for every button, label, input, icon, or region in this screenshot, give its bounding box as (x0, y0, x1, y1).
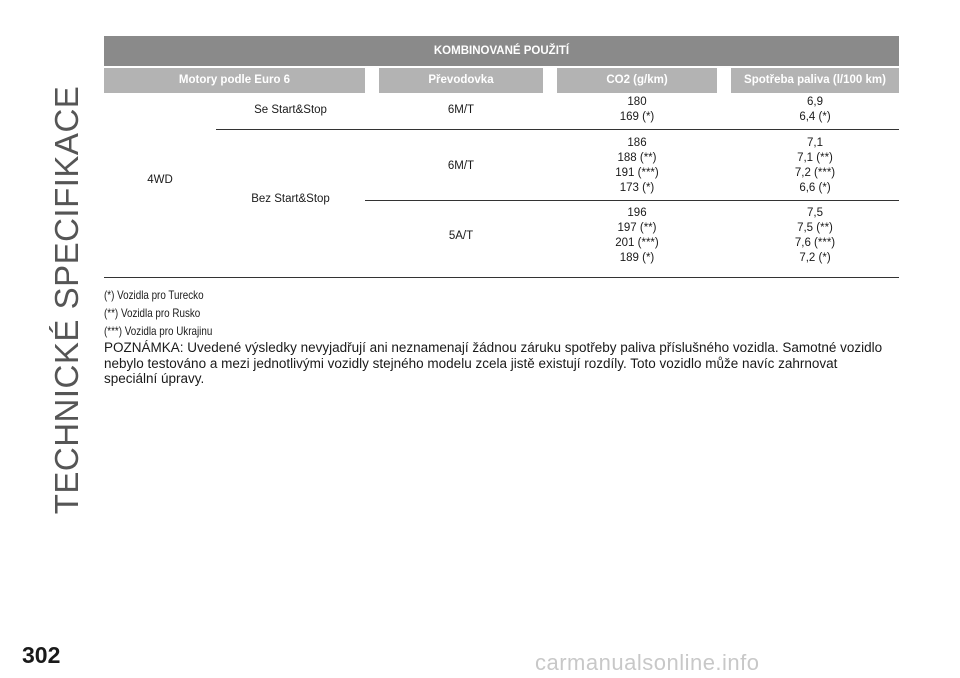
cell-version-start-stop: Se Start&Stop (254, 104, 327, 116)
co2-value: 173 (*) (619, 182, 655, 194)
fuel-value: 7,5 (807, 207, 823, 219)
cell-fuel-row3 (731, 206, 899, 266)
co2-value: 196 (627, 207, 647, 219)
cell-gearbox-row3: 5A/T (448, 230, 474, 242)
header-engines: Motory podle Euro 6 (104, 68, 365, 93)
fuel-value: 7,6 (***) (794, 237, 836, 249)
fuel-value: 7,2 (***) (794, 167, 836, 179)
fuel-value: 7,1 (807, 137, 823, 149)
co2-value: 191 (***) (615, 167, 659, 179)
co2-value: 201 (***) (615, 237, 659, 249)
fuel-consumption-table (104, 36, 899, 278)
cell-co2-row3 (557, 206, 717, 266)
co2-value: 189 (*) (619, 252, 655, 264)
cell-version-no-start-stop: Bez Start&Stop (251, 193, 330, 205)
footnote: (*) Vozidla pro Turecko (104, 288, 204, 302)
watermark: carmanualsonline.info (535, 650, 760, 675)
co2-value: 197 (**) (617, 222, 657, 234)
co2-value: 180 (627, 96, 647, 108)
co2-value: 186 (627, 137, 647, 149)
row-divider (365, 200, 899, 201)
fuel-value: 7,2 (*) (799, 252, 831, 264)
row-divider (216, 129, 899, 130)
header-gearbox: Převodovka (379, 68, 543, 93)
footnote: (**) Vozidla pro Rusko (104, 306, 201, 320)
cell-fuel-row1 (731, 95, 899, 125)
fuel-value: 7,1 (**) (797, 152, 833, 164)
cell-fuel-row2 (731, 136, 899, 196)
co2-value: 169 (*) (619, 111, 655, 123)
cell-co2-row2 (557, 136, 717, 196)
note-paragraph: POZNÁMKA: Uvedené výsledky nevyjadřují ani neznamenají žádnou záruku spotřeby paliva příslušného vozidla. Samotné vozidlo nebylo testováno a mezi jednotlivými vozidly stejného modelu zcela jistě existují rozdíly. Toto vozidlo může navíc zahrnovat speciální úpravy. (104, 340, 883, 386)
footnote: (***) Vozidla pro Ukrajinu (104, 324, 213, 338)
cell-gearbox-row2: 6M/T (447, 160, 475, 172)
co2-value: 188 (**) (617, 152, 657, 164)
cell-gearbox-row1: 6M/T (447, 104, 475, 116)
fuel-value: 6,9 (807, 96, 823, 108)
fuel-value: 7,5 (**) (797, 222, 833, 234)
header-fuel-consumption: Spotřeba paliva (l/100 km) (731, 68, 899, 93)
header-co2: CO2 (g/km) (557, 68, 717, 93)
cell-drive: 4WD (147, 174, 173, 186)
table-body (104, 93, 899, 278)
cell-co2-row1 (557, 95, 717, 125)
fuel-value: 6,6 (*) (799, 182, 831, 194)
footnotes (104, 286, 212, 340)
page-number: 302 (22, 642, 61, 668)
fuel-value: 6,4 (*) (799, 111, 831, 123)
table-title: KOMBINOVANÉ POUŽITÍ (104, 36, 899, 66)
section-side-title-text: TECHNICKÉ SPECIFIKACE (48, 85, 85, 515)
table-header-row (104, 68, 899, 93)
